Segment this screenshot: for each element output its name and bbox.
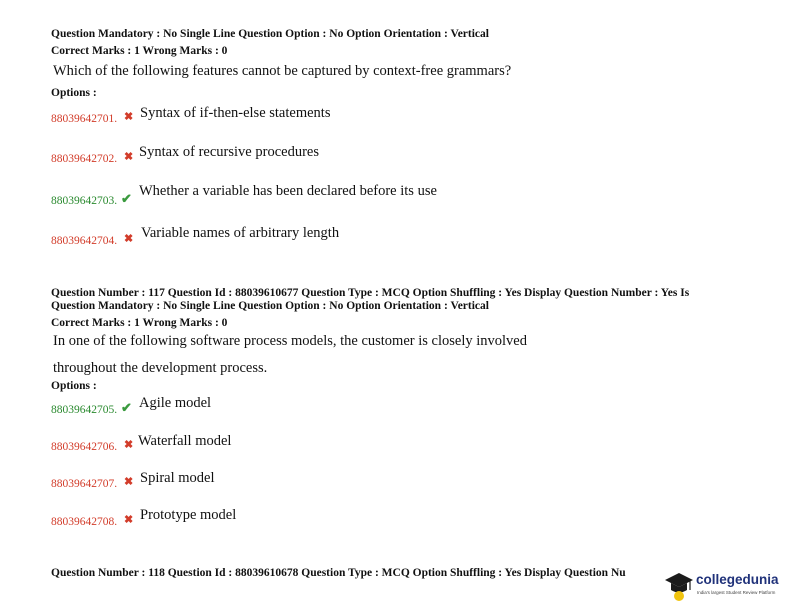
option-id: 88039642708. — [51, 516, 118, 528]
check-mark-icon: ✔ — [121, 400, 132, 415]
question-meta-line: Question Mandatory : No Single Line Question Option : No Option Orientation : Vertical — [51, 28, 489, 40]
check-mark-icon: ✔ — [121, 191, 132, 206]
cross-mark-icon: ✖ — [124, 111, 134, 123]
marks-line: Correct Marks : 1 Wrong Marks : 0 — [51, 317, 228, 329]
marks-line: Correct Marks : 1 Wrong Marks : 0 — [51, 45, 228, 57]
question-meta-line: Question Mandatory : No Single Line Question Option : No Option Orientation : Vertical — [51, 300, 489, 312]
option-id: 88039642702. — [51, 153, 118, 165]
logo-name: collegedunia — [696, 572, 779, 587]
option-text: Waterfall model — [138, 433, 232, 449]
cross-mark-icon: ✖ — [124, 439, 134, 451]
option-text: Variable names of arbitrary length — [141, 225, 340, 241]
option-id: 88039642705. — [51, 404, 118, 416]
option-text: Syntax of recursive procedures — [139, 144, 319, 160]
question-text: throughout the development process. — [53, 360, 268, 376]
collegedunia-logo — [664, 568, 788, 608]
options-label: Options : — [51, 380, 97, 392]
question-meta-line: Question Number : 117 Question Id : 88039610677 Question Type : MCQ Option Shuffling : Yes Display Question Number : Yes Is — [51, 287, 690, 299]
option-id: 88039642706. — [51, 441, 118, 453]
option-id: 88039642707. — [51, 478, 118, 490]
question-text: Which of the following features cannot be captured by context-free grammars? — [53, 63, 512, 79]
question-text: In one of the following software process models, the customer is closely involved — [53, 333, 527, 349]
option-id: 88039642704. — [51, 235, 118, 247]
graduation-cap-icon — [664, 570, 694, 604]
option-text: Whether a variable has been declared before its use — [139, 183, 437, 199]
cross-mark-icon: ✖ — [124, 151, 134, 163]
cross-mark-icon: ✖ — [124, 233, 134, 245]
option-text: Prototype model — [140, 507, 237, 523]
cross-mark-icon: ✖ — [124, 476, 134, 488]
option-id: 88039642701. — [51, 113, 118, 125]
options-label: Options : — [51, 87, 97, 99]
option-id: 88039642703. — [51, 195, 118, 207]
option-text: Spiral model — [140, 470, 215, 486]
logo-tagline: India's largest Student Review Platform — [697, 590, 776, 595]
option-text: Agile model — [139, 395, 212, 411]
cross-mark-icon: ✖ — [124, 514, 134, 526]
option-text: Syntax of if-then-else statements — [140, 105, 331, 121]
question-meta-line: Question Number : 118 Question Id : 88039610678 Question Type : MCQ Option Shuffling : Yes Display Question Nu — [51, 567, 626, 579]
